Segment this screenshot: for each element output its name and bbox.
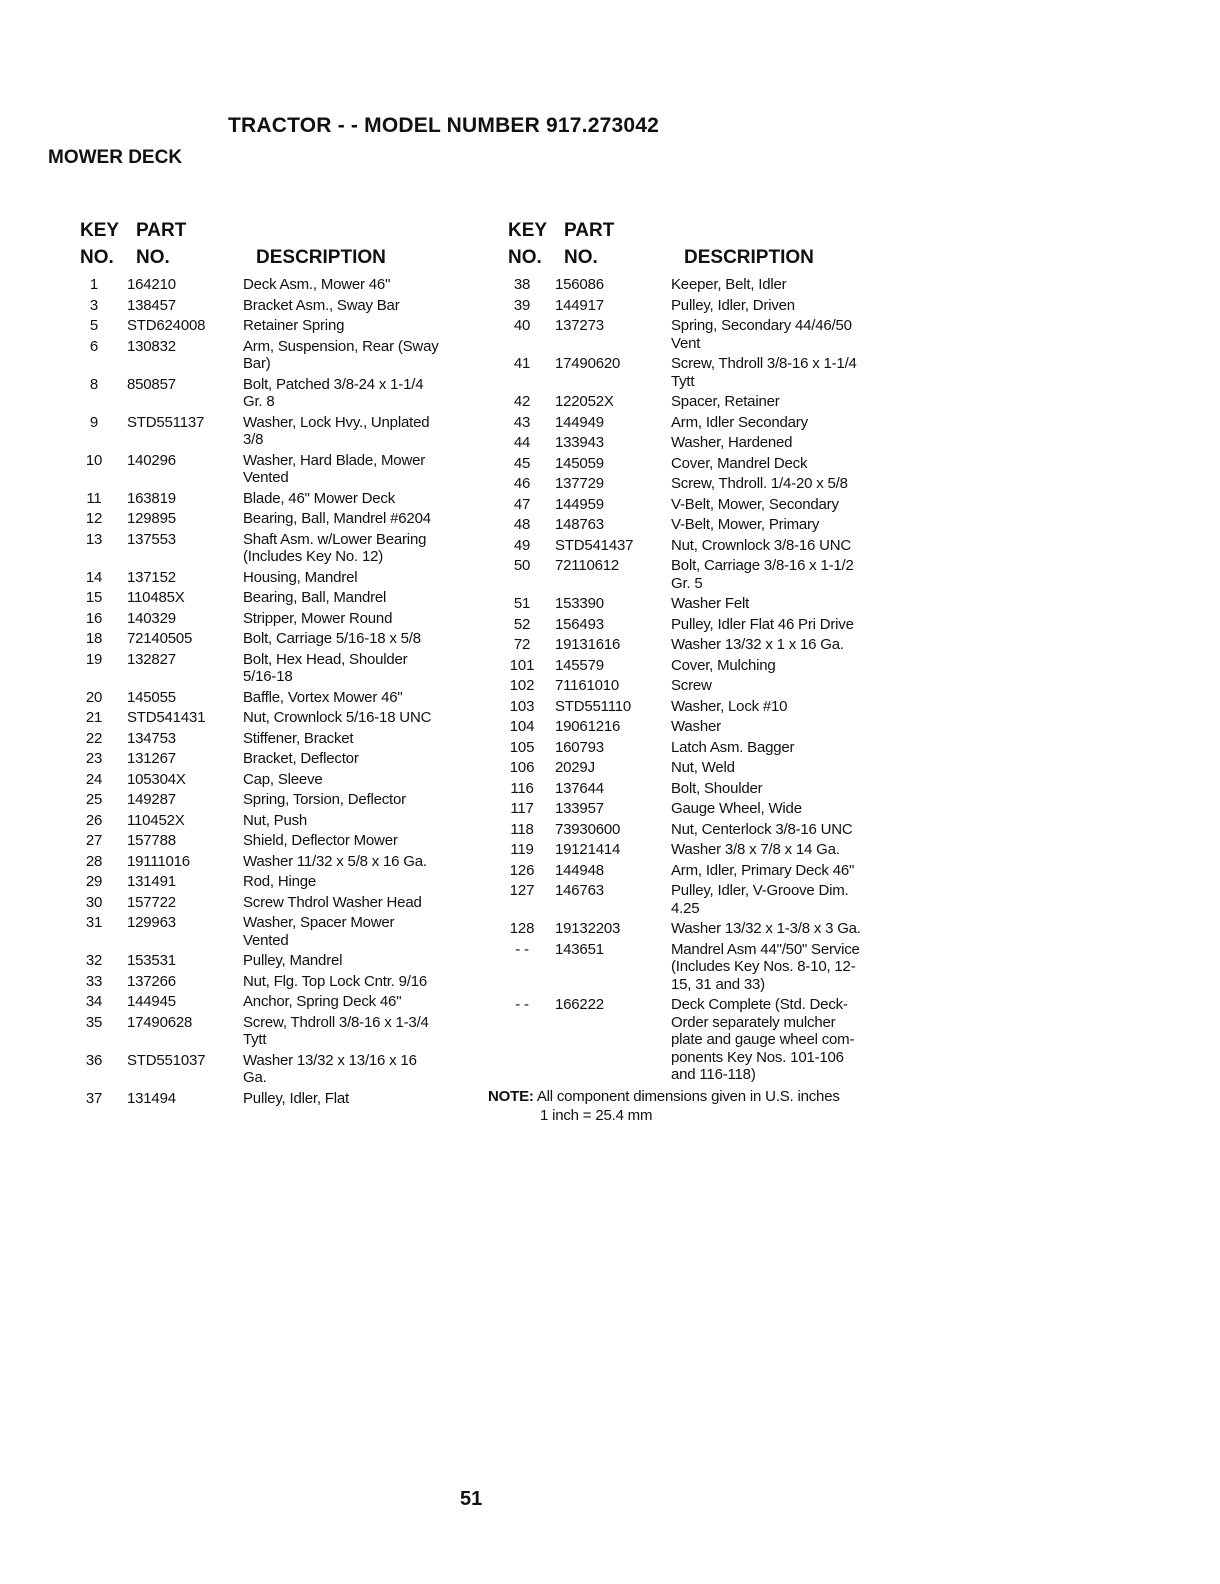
key-number: 32: [85, 952, 103, 969]
part-number: 110452X: [127, 811, 185, 829]
part-number: 132827: [127, 650, 176, 668]
key-number: 105: [509, 738, 535, 756]
part-description: Nut, Push: [243, 811, 308, 829]
part-number: 105304X: [127, 770, 186, 788]
part-description: Gauge Wheel, Wide: [671, 800, 802, 817]
part-number: 144917: [555, 296, 604, 314]
part-description: Screw, Thdroll 3/8-16 x 1-1/4 Tytt: [671, 355, 857, 390]
part-description: Pulley, Idler, Driven: [671, 296, 795, 314]
part-number: 144949: [555, 413, 604, 431]
part-description: Washer, Spacer Mower Vented: [243, 914, 395, 949]
key-number: - -: [515, 940, 529, 958]
key-number: 38: [513, 276, 531, 293]
part-description: Bolt, Hex Head, Shoulder 5/16-18: [243, 650, 408, 685]
key-number: 11: [86, 489, 102, 507]
part-number: 156086: [555, 276, 604, 293]
parts-row: [72, 853, 472, 871]
part-description: V-Belt, Mower, Primary: [671, 516, 820, 533]
parts-row: [500, 882, 900, 917]
part-number: 73930600: [555, 820, 621, 838]
part-number: 131491: [127, 873, 176, 890]
part-number: 156493: [555, 615, 604, 633]
key-number: 29: [85, 873, 103, 890]
part-description: Cover, Mandrel Deck: [671, 454, 808, 472]
part-number: STD551110: [555, 697, 632, 715]
key-number: 25: [85, 791, 103, 808]
key-number: 102: [509, 677, 535, 694]
header-key: KEY: [80, 220, 120, 241]
parts-row: [500, 516, 900, 534]
part-number: 140329: [127, 609, 176, 627]
parts-row: [72, 338, 472, 373]
part-number: 137553: [127, 530, 176, 548]
parts-row: [500, 557, 900, 592]
part-description: Mandrel Asm 44"/50" Service (Includes Key Nos. 8-10, 12- 15, 31 and 33): [671, 940, 860, 993]
parts-row: [500, 657, 900, 675]
parts-row: [72, 832, 472, 850]
part-description: Washer: [671, 718, 721, 735]
parts-row: [72, 894, 472, 912]
key-number: 5: [89, 317, 99, 334]
part-number: 146763: [555, 882, 604, 899]
key-number: 31: [85, 914, 103, 931]
part-number: 19131616: [555, 636, 621, 653]
key-number: 103: [509, 697, 535, 715]
parts-row: [500, 677, 900, 695]
part-description: Bolt, Shoulder: [671, 779, 763, 797]
header-key-no: NO.: [508, 247, 542, 268]
part-number: 129895: [127, 510, 176, 527]
part-description: Washer 13/32 x 13/16 x 16 Ga.: [243, 1051, 417, 1086]
key-number: 8: [89, 375, 99, 393]
page-number: 51: [460, 1488, 483, 1510]
part-number: STD541437: [555, 536, 634, 554]
part-number: 145059: [555, 454, 604, 472]
parts-row: [72, 531, 472, 566]
parts-row: [72, 589, 472, 607]
key-number: 47: [513, 495, 531, 513]
key-number: 116: [510, 779, 534, 797]
part-number: 144948: [555, 861, 604, 879]
key-number: 106: [509, 759, 535, 776]
part-description: Bracket Asm., Sway Bar: [243, 296, 400, 314]
parts-row: [72, 1090, 472, 1108]
part-description: Washer, Hardened: [671, 434, 793, 451]
part-number: 19061216: [555, 718, 621, 735]
part-number: 143651: [555, 940, 604, 958]
key-number: 41: [513, 355, 531, 372]
parts-row: [72, 510, 472, 528]
key-number: 49: [513, 536, 531, 554]
key-number: 43: [513, 413, 531, 431]
header-part-no: NO.: [136, 247, 170, 268]
parts-row: [500, 595, 900, 613]
part-number: 134753: [127, 729, 176, 747]
parts-row: [72, 873, 472, 891]
key-number: 42: [513, 393, 531, 410]
part-description: Cover, Mulching: [671, 656, 776, 674]
parts-row: [500, 698, 900, 716]
part-description: Shaft Asm. w/Lower Bearing (Includes Key No. 12): [243, 530, 427, 565]
part-number: 122052X: [555, 393, 614, 410]
parts-row: [72, 771, 472, 789]
part-description: Washer, Hard Blade, Mower Vented: [243, 451, 426, 486]
key-number: 20: [85, 688, 103, 706]
key-number: 30: [85, 893, 103, 911]
key-number: 48: [513, 516, 531, 533]
part-number: 137152: [127, 568, 176, 586]
part-description: Keeper, Belt, Idler: [671, 276, 787, 293]
parts-row: [72, 730, 472, 748]
part-description: Spring, Torsion, Deflector: [243, 791, 406, 808]
key-number: 24: [85, 770, 103, 788]
parts-row: [72, 651, 472, 686]
part-description: Spring, Secondary 44/46/50 Vent: [671, 317, 852, 352]
parts-row: [72, 973, 472, 991]
parts-row: [72, 689, 472, 707]
key-number: 6: [89, 337, 99, 355]
parts-list-right: [500, 276, 900, 1084]
parts-row: [500, 636, 900, 654]
key-number: 3: [89, 296, 99, 314]
part-description: Washer, Lock Hvy., Unplated 3/8: [243, 413, 430, 448]
parts-row: [500, 780, 900, 798]
part-description: Baffle, Vortex Mower 46": [243, 688, 403, 706]
note-conversion: 1 inch = 25.4 mm: [540, 1106, 653, 1124]
part-description: Bearing, Ball, Mandrel: [243, 589, 387, 606]
part-description: Washer 11/32 x 5/8 x 16 Ga.: [243, 852, 427, 870]
part-number: 131494: [127, 1089, 176, 1107]
part-description: Deck Asm., Mower 46": [243, 276, 391, 293]
part-number: 145579: [555, 656, 604, 674]
key-number: 14: [85, 568, 103, 586]
part-description: Bracket, Deflector: [243, 750, 359, 767]
part-number: 72110612: [555, 557, 620, 574]
parts-row: [500, 276, 900, 294]
parts-row: [72, 1014, 472, 1049]
parts-row: [500, 317, 900, 352]
parts-row: [72, 276, 472, 294]
parts-row: [72, 297, 472, 315]
part-description: V-Belt, Mower, Secondary: [671, 495, 839, 513]
part-number: 144959: [555, 495, 604, 513]
part-description: Arm, Idler, Primary Deck 46": [671, 861, 855, 879]
key-number: 117: [510, 800, 534, 817]
page-title: TRACTOR - - MODEL NUMBER 917.273042: [228, 114, 659, 137]
key-number: 40: [513, 317, 531, 334]
key-number: 34: [85, 993, 103, 1010]
part-description: Washer 13/32 x 1 x 16 Ga.: [671, 636, 844, 653]
part-description: Pulley, Idler, V-Groove Dim. 4.25: [671, 882, 849, 917]
parts-row: [72, 709, 472, 727]
part-description: Screw Thdrol Washer Head: [243, 893, 422, 911]
key-number: 1: [89, 276, 99, 293]
parts-row: [72, 791, 472, 809]
key-number: 16: [85, 609, 103, 627]
parts-row: [500, 434, 900, 452]
parts-row: [72, 812, 472, 830]
note-label: NOTE:: [488, 1087, 534, 1105]
parts-row: [72, 993, 472, 1011]
part-number: 144945: [127, 993, 176, 1010]
parts-row: [500, 821, 900, 839]
part-number: 19132203: [555, 920, 621, 937]
part-description: Cap, Sleeve: [243, 770, 323, 788]
parts-row: [500, 355, 900, 390]
part-number: 137729: [555, 475, 604, 492]
part-description: Nut, Flg. Top Lock Cntr. 9/16: [243, 972, 428, 990]
key-number: 52: [513, 615, 531, 633]
part-number: 129963: [127, 914, 176, 931]
part-number: 164210: [127, 276, 176, 293]
key-number: 39: [513, 296, 531, 314]
parts-row: [72, 452, 472, 487]
key-number: 18: [85, 630, 103, 647]
key-number: 44: [513, 434, 531, 451]
key-number: 101: [509, 656, 535, 674]
part-number: 153390: [555, 595, 604, 612]
part-description: Housing, Mandrel: [243, 568, 358, 586]
part-description: Nut, Centerlock 3/8-16 UNC: [671, 820, 853, 838]
part-description: Nut, Weld: [671, 759, 735, 776]
parts-row: [500, 455, 900, 473]
parts-row: [500, 616, 900, 634]
part-number: 140296: [127, 451, 176, 469]
part-description: Stiffener, Bracket: [243, 729, 354, 747]
part-description: Stripper, Mower Round: [243, 609, 393, 627]
column-header: [72, 220, 472, 276]
key-number: 126: [509, 861, 535, 879]
key-number: 13: [85, 530, 103, 548]
part-description: Nut, Crownlock 3/8-16 UNC: [671, 536, 852, 554]
part-description: Latch Asm. Bagger: [671, 738, 795, 756]
parts-row: [72, 952, 472, 970]
part-number: STD551037: [127, 1051, 206, 1069]
part-number: 133957: [555, 800, 604, 817]
parts-row: [500, 941, 900, 994]
key-number: 36: [85, 1051, 103, 1069]
part-number: 130832: [127, 337, 176, 355]
part-description: Spacer, Retainer: [671, 393, 780, 410]
part-description: Pulley, Mandrel: [243, 952, 343, 969]
part-number: 148763: [555, 516, 604, 533]
part-description: Shield, Deflector Mower: [243, 832, 398, 849]
part-description: Arm, Idler Secondary: [671, 413, 808, 431]
parts-row: [500, 739, 900, 757]
header-key: KEY: [508, 220, 548, 241]
key-number: 45: [513, 454, 531, 472]
part-number: 17490620: [555, 355, 621, 372]
parts-row: [72, 414, 472, 449]
key-number: 21: [85, 709, 103, 726]
part-number: 71161010: [555, 677, 620, 694]
key-number: 119: [510, 841, 534, 858]
key-number: - -: [515, 996, 529, 1013]
parts-row: [72, 750, 472, 768]
part-number: 2029J: [555, 759, 595, 776]
parts-row: [72, 569, 472, 587]
part-description: Washer, Lock #10: [671, 697, 788, 715]
column-header: [500, 220, 900, 276]
part-number: 137273: [555, 317, 604, 334]
key-number: 46: [513, 475, 531, 492]
part-description: Bolt, Carriage 3/8-16 x 1-1/2 Gr. 5: [671, 557, 854, 592]
part-description: Anchor, Spring Deck 46": [243, 993, 402, 1010]
parts-row: [500, 475, 900, 493]
part-number: 137644: [555, 779, 604, 797]
key-number: 10: [85, 451, 103, 469]
parts-column-right: [488, 220, 900, 1125]
key-number: 15: [85, 589, 103, 606]
part-number: 166222: [555, 996, 604, 1013]
header-description: DESCRIPTION: [256, 247, 386, 268]
part-description: Washer Felt: [671, 595, 750, 612]
key-number: 128: [509, 920, 535, 937]
header-part: PART: [564, 220, 615, 241]
part-description: Pulley, Idler, Flat: [243, 1089, 349, 1107]
part-number: 850857: [127, 375, 176, 393]
key-number: 28: [85, 852, 103, 870]
parts-row: [72, 317, 472, 335]
part-number: STD624008: [127, 317, 206, 334]
part-number: 19121414: [555, 841, 621, 858]
part-number: 17490628: [127, 1013, 193, 1031]
part-number: 138457: [127, 296, 176, 314]
key-number: 27: [85, 832, 103, 849]
key-number: 72: [513, 636, 531, 653]
part-number: 163819: [127, 489, 176, 507]
header-part: PART: [136, 220, 187, 241]
part-description: Bearing, Ball, Mandrel #6204: [243, 510, 431, 527]
part-description: Pulley, Idler Flat 46 Pri Drive: [671, 615, 854, 633]
part-description: Arm, Suspension, Rear (Sway Bar): [243, 337, 439, 372]
key-number: 22: [85, 729, 103, 747]
part-number: 137266: [127, 972, 176, 990]
part-number: STD541431: [127, 709, 206, 726]
key-number: 51: [513, 595, 531, 612]
part-number: 110485X: [127, 589, 185, 606]
parts-row: [500, 718, 900, 736]
part-description: Blade, 46" Mower Deck: [243, 489, 396, 507]
parts-column-left: [72, 220, 472, 1110]
key-number: 23: [85, 750, 103, 767]
part-number: 145055: [127, 688, 176, 706]
part-number: 19111016: [127, 852, 190, 870]
key-number: 35: [85, 1013, 103, 1031]
part-number: STD551137: [127, 413, 205, 431]
parts-row: [500, 297, 900, 315]
section-title: MOWER DECK: [48, 147, 183, 168]
key-number: 50: [513, 557, 531, 574]
parts-row: [72, 490, 472, 508]
part-number: 149287: [127, 791, 176, 808]
part-number: 157788: [127, 832, 176, 849]
part-description: Retainer Spring: [243, 317, 345, 334]
key-number: 118: [510, 820, 534, 838]
parts-row: [500, 414, 900, 432]
parts-row: [72, 914, 472, 949]
part-description: Washer 13/32 x 1-3/8 x 3 Ga.: [671, 920, 861, 937]
key-number: 33: [85, 972, 103, 990]
key-number: 19: [85, 650, 103, 668]
parts-list-left: [72, 276, 472, 1107]
parts-row: [500, 800, 900, 818]
part-number: 160793: [555, 738, 604, 756]
header-key-no: NO.: [80, 247, 114, 268]
parts-row: [500, 920, 900, 938]
part-number: 72140505: [127, 630, 193, 647]
part-description: Bolt, Patched 3/8-24 x 1-1/4 Gr. 8: [243, 375, 424, 410]
note: [488, 1087, 900, 1125]
parts-row: [500, 537, 900, 555]
parts-row: [500, 759, 900, 777]
part-description: Screw, Thdroll 3/8-16 x 1-3/4 Tytt: [243, 1013, 429, 1048]
header-part-no: NO.: [564, 247, 598, 268]
parts-row: [72, 610, 472, 628]
parts-row: [72, 630, 472, 648]
key-number: 104: [509, 718, 535, 735]
parts-row: [72, 376, 472, 411]
part-number: 131267: [127, 750, 176, 767]
part-number: 153531: [127, 952, 176, 969]
part-description: Deck Complete (Std. Deck- Order separately mulcher plate and gauge wheel com- ponents Key Nos. 101-106 and 116-118): [671, 996, 855, 1083]
note-text: All component dimensions given in U.S. inches: [536, 1087, 840, 1105]
parts-row: [500, 393, 900, 411]
key-number: 9: [89, 413, 99, 431]
parts-row: [500, 496, 900, 514]
key-number: 37: [85, 1089, 103, 1107]
part-description: Washer 3/8 x 7/8 x 14 Ga.: [671, 841, 840, 858]
part-description: Nut, Crownlock 5/16-18 UNC: [243, 709, 432, 726]
key-number: 127: [509, 882, 535, 899]
part-description: Screw, Thdroll. 1/4-20 x 5/8: [671, 475, 848, 492]
parts-row: [500, 862, 900, 880]
header-description: DESCRIPTION: [684, 247, 814, 268]
part-description: Screw: [671, 677, 712, 694]
part-number: 133943: [555, 434, 604, 451]
parts-row: [500, 841, 900, 859]
key-number: 26: [85, 811, 103, 829]
parts-row: [72, 1052, 472, 1087]
part-description: Rod, Hinge: [243, 873, 317, 890]
part-description: Bolt, Carriage 5/16-18 x 5/8: [243, 630, 421, 647]
key-number: 12: [85, 510, 103, 527]
parts-row: [500, 996, 900, 1084]
part-number: 157722: [127, 893, 176, 911]
